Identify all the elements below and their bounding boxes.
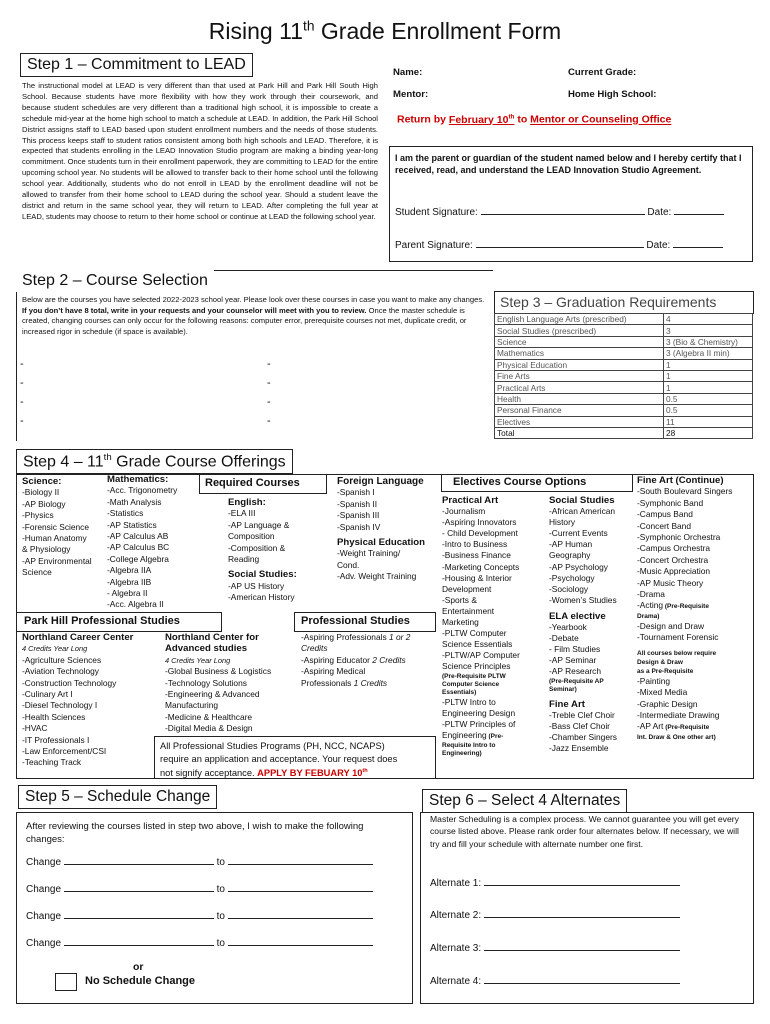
alternate-field-4[interactable]: Alternate 4: bbox=[430, 976, 680, 987]
grade-label: Current Grade: bbox=[568, 67, 637, 78]
return-deadline: Return by February 10th to Mentor or Counseling Office bbox=[397, 113, 672, 126]
step5-intro: After reviewing the courses listed in step two above, I wish to make the following changes: bbox=[26, 821, 364, 845]
social-studies-column: Social Studies -African American History -Current Events -AP Human Geography -AP Psychology -Psychology -Sociology -Women’s Studies ELA elective -Yearbook -Debate - Film Studies -AP Seminar -AP Research (Pre-Requisite AP Seminar) Fine Art -Treble Clef Choir -Bass Clef Choir -Chamber Singers -Jazz Ensemble bbox=[549, 495, 617, 753]
mentor-label: Mentor: bbox=[393, 89, 429, 100]
course-list-left[interactable]: - - - - bbox=[20, 358, 24, 427]
parent-signature-field[interactable]: Parent Signature: Date: bbox=[395, 240, 723, 251]
foreign-language-column: Foreign Language -Spanish I -Spanish II -Spanish III -Spanish IV Physical Education -Weight Training/ Cond. -Adv. Weight Training bbox=[337, 476, 425, 582]
required-column: English: -ELA III -AP Language & Composition -Composition & Reading Social Studies: -AP US History -American History bbox=[228, 497, 297, 603]
table-row: Science 3 (Bio & Chemistry) bbox=[495, 336, 753, 347]
table-row: English Language Arts (prescribed) 4 bbox=[495, 314, 753, 325]
step2-title: Step 2 – Course Selection bbox=[16, 270, 214, 292]
table-row: Health 0.5 bbox=[495, 393, 753, 404]
or-label: or bbox=[133, 961, 144, 973]
no-change-label: No Schedule Change bbox=[85, 975, 196, 987]
change-field-3[interactable]: Change to bbox=[26, 911, 373, 922]
name-label: Name: bbox=[393, 67, 423, 78]
electives-header: Electives Course Options bbox=[453, 476, 587, 488]
alternate-field-3[interactable]: Alternate 3: bbox=[430, 943, 680, 954]
nccc-column: Northland Career Center 4 Credits Year Long -Agriculture Sciences -Aviation Technology -Construction Technology -Culinary Art I -Diesel Technology I -Health Sciences -HVAC -IT Professionals I -Law Enforcement/CSI -Teaching Track bbox=[22, 632, 134, 768]
table-row: Total 28 bbox=[495, 427, 753, 438]
certify-text: I am the parent or guardian of the student named below and I hereby certify that I received, read, and understand the LEAD Innovation Studio Agreement. bbox=[395, 153, 742, 175]
alternate-field-1[interactable]: Alternate 1: bbox=[430, 878, 680, 889]
step5-title: Step 5 – Schedule Change bbox=[18, 785, 217, 809]
step6-title: Step 6 – Select 4 Alternates bbox=[422, 789, 627, 813]
table-row: Fine Arts 1 bbox=[495, 370, 753, 381]
student-signature-field[interactable]: Student Signature: Date: bbox=[395, 207, 724, 218]
notice-text: All Professional Studies Programs (PH, NCC, NCAPS) require an application and acceptance. Your request does not signify acceptance. APPLY BY FEBUARY 10th bbox=[160, 741, 398, 779]
page-title: Rising 11th Grade Enrollment Form bbox=[208, 18, 562, 44]
step1-title: Step 1 – Commitment to LEAD bbox=[20, 53, 253, 77]
table-row: Physical Education 1 bbox=[495, 359, 753, 370]
parkhill-header: Park Hill Professional Studies bbox=[24, 615, 180, 627]
step2-intro: Below are the courses you have selected 2022-2023 school year. Please look over these courses in case you want to make any changes. If you don’t have 8 total, write in your requests and your counselor will meet with you to review. Once the master schedule is created, changing courses can only occur for the following reasons: computer error, prerequisite courses not met, duplicate credit, or increased rigor in schedule (if space is available). bbox=[22, 295, 485, 336]
fine-art-continue-column: Fine Art (Continue) -South Boulevard Singers -Symphonic Band -Campus Band -Concert Band -Symphonic Orchestra -Campus Orchestra -Concert Orchestra -Music Appreciation -AP Music Theory -Drama -Acting (Pre-Requisite Drama) -Design and Draw -Tournament Forensic All courses below require Design & Draw as a Pre-Requisite -Painting -Mixed Media -Graphic Design -Intermediate Drawing -AP Art (Pre-Requisite Int. Draw & One other art) bbox=[637, 475, 733, 741]
step3-title: Step 3 – Graduation Requirements bbox=[500, 294, 717, 310]
ncas-column: Northland Center for Advanced studies 4 Credits Year Long -Global Business & Logistics -Technology Solutions -Engineering & Advanced Manufacturing -Medicine & Healthcare -Digital Media & Design bbox=[165, 632, 272, 734]
table-row: Mathematics 3 (Algebra II min) bbox=[495, 348, 753, 359]
change-field-1[interactable]: Change to bbox=[26, 857, 373, 868]
home-school-label: Home High School: bbox=[568, 89, 657, 100]
step6-box bbox=[420, 812, 754, 1004]
alternate-field-2[interactable]: Alternate 2: bbox=[430, 910, 680, 921]
certify-box bbox=[389, 146, 753, 262]
graduation-table bbox=[494, 313, 753, 439]
science-column: Science: -Biology II -AP Biology -Physics -Forensic Science -Human Anatomy & Physiology -AP Environmental Science bbox=[22, 476, 92, 578]
table-row: Practical Arts 1 bbox=[495, 382, 753, 393]
table-row: Personal Finance 0.5 bbox=[495, 405, 753, 416]
required-header: Required Courses bbox=[205, 477, 300, 489]
math-column: Mathematics: -Acc. Trigonometry -Math Analysis -Statistics -AP Statistics -AP Calculus AB -AP Calculus BC -College Algebra -Algebra IIA -Algebra IIB - Algebra II -Acc. Algebra II bbox=[107, 474, 178, 610]
table-row: Social Studies (prescribed) 3 bbox=[495, 325, 753, 336]
step4-title: Step 4 – 11th Grade Course Offerings bbox=[16, 449, 293, 474]
step1-body: The instructional model at LEAD is very different than that used at Park Hill and Park Hill South High School. Because students have more flexibility with how they work through their coursework, and because student schedules are very different than a traditional high school, it is impossible to create a schedule mid-year at the home high school to match a schedule at LEAD. In addition, the Park Hill School District assigns staff to LEAD based upon student enrollment numbers and the needs of those students. This process keeps staff to student ratios consistent among both high schools and LEAD. Therefore, it is expected that students enrolling in the LEAD Innovation Studio program are making a binding year-long commitment. Once students turn in their enrollment paperwork, they are committing to LEAD for the entire upcoming school year. No students will be allowed to transfer back to their home school until the following school year. Additionally, students who do not enroll in LEAD by the enrollment deadline will not be allowed to transfer from their home school to LEAD during the school year. Should a student leave the district and return in the same school year, they will return to LEAD. After completing the full year at LEAD, students may choose to return to their home school or continue at LEAD the following school year. bbox=[22, 81, 378, 221]
prof-header: Professional Studies bbox=[301, 615, 410, 627]
change-field-4[interactable]: Change to bbox=[26, 938, 373, 949]
practical-art-column: Practical Art -Journalism -Aspiring Innovators - Child Development -Intro to Business -Business Finance -Marketing Concepts -Housing & Interior Development -Sports & Entertainment Marketing -PLTW Computer Science Essentials -PLTW/AP Computer Science Principles (Pre-Requisite PLTW Computer Science Essentials) -PLTW Intro to Engineering Design -PLTW Principles of Engineering (Pre- Requisite Intro to Engineering) bbox=[442, 495, 520, 757]
change-field-2[interactable]: Change to bbox=[26, 884, 373, 895]
course-list-right[interactable]: - - - - bbox=[267, 358, 271, 427]
table-row: Electives 11 bbox=[495, 416, 753, 427]
step5-box bbox=[16, 812, 413, 1004]
step6-intro: Master Scheduling is a complex process. We cannot guarantee you will get every course listed above. Please rank order four alternates below. If necessary, we will try and fill your schedule with alternate number one first. bbox=[430, 814, 739, 849]
prof-studies-column: -Aspiring Professionals 1 or 2 Credits -Aspiring Educator 2 Credits -Aspiring Medical Professionals 1 Credits bbox=[301, 632, 411, 688]
no-change-checkbox[interactable] bbox=[55, 973, 77, 991]
